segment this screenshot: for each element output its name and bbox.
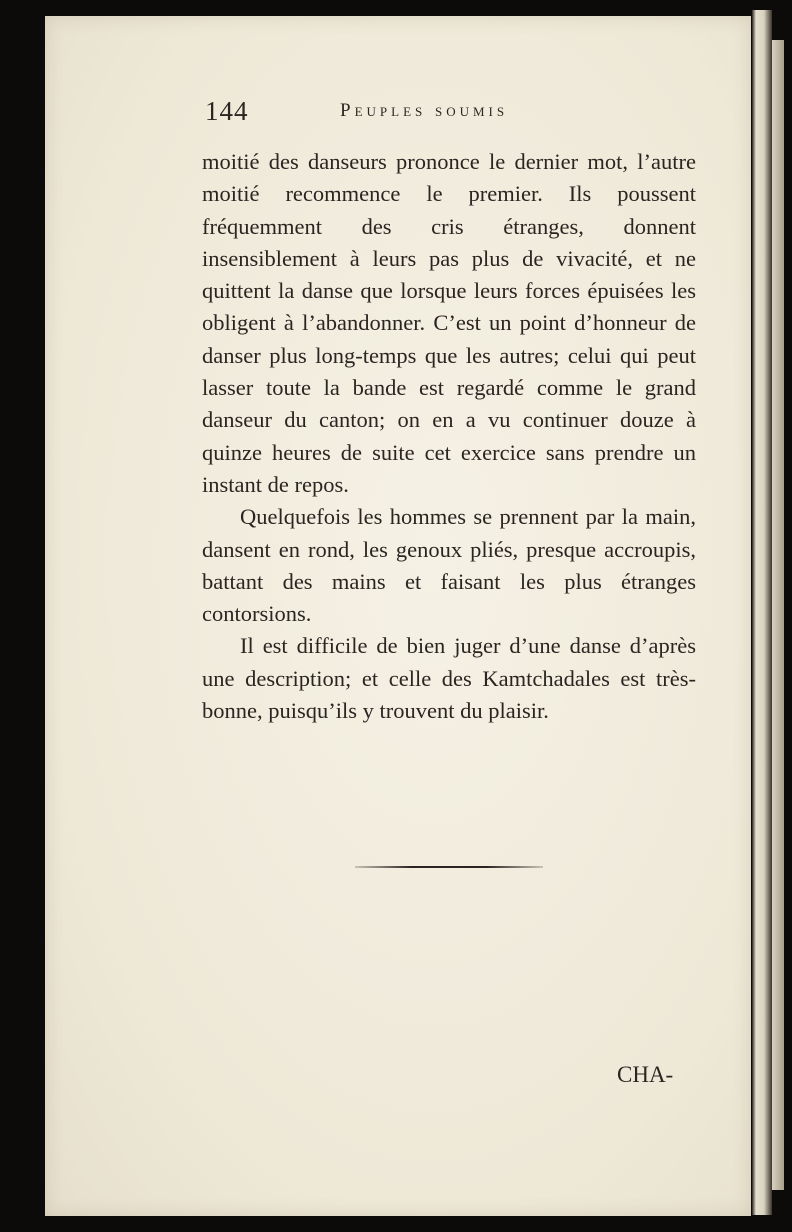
paragraph-2: Quelquefois les hommes se prennent par la main, dansent en rond, les genoux pliés, presque accroupis, battant des mains et faisant les plus étranges contorsions.: [202, 504, 696, 627]
catchword: CHA-: [617, 1062, 674, 1087]
page-header: [205, 96, 565, 130]
page-number: 144: [205, 96, 249, 126]
adjacent-page-edge-outer: [772, 40, 784, 1190]
body-text: [202, 146, 696, 727]
adjacent-page-edge: [752, 10, 772, 1215]
paragraph-1: moitié des danseurs prononce le dernier mot, l’autre moitié recommence le premier. Ils poussent fréquemment des cris étranges, donnent insensiblement à leurs pas plus de vivacité, et ne quittent la danse que lorsque leurs forces épuisées les obligent à l’abandonner. C’est un point d’honneur de danser plus long-temps que les autres; celui qui peut lasser toute la bande est regardé comme le grand danseur du canton; on en a vu continuer douze à quinze heures de suite cet exercice sans prendre un instant de repos.: [202, 149, 696, 497]
running-head: Peuples soumis: [340, 100, 509, 121]
paragraph-3: Il est difficile de bien juger d’une danse d’après une description; et celle des Kamtchadales est très-bonne, puisqu’ils y trouvent du plaisir.: [202, 633, 696, 724]
section-divider-rule: [355, 866, 543, 868]
